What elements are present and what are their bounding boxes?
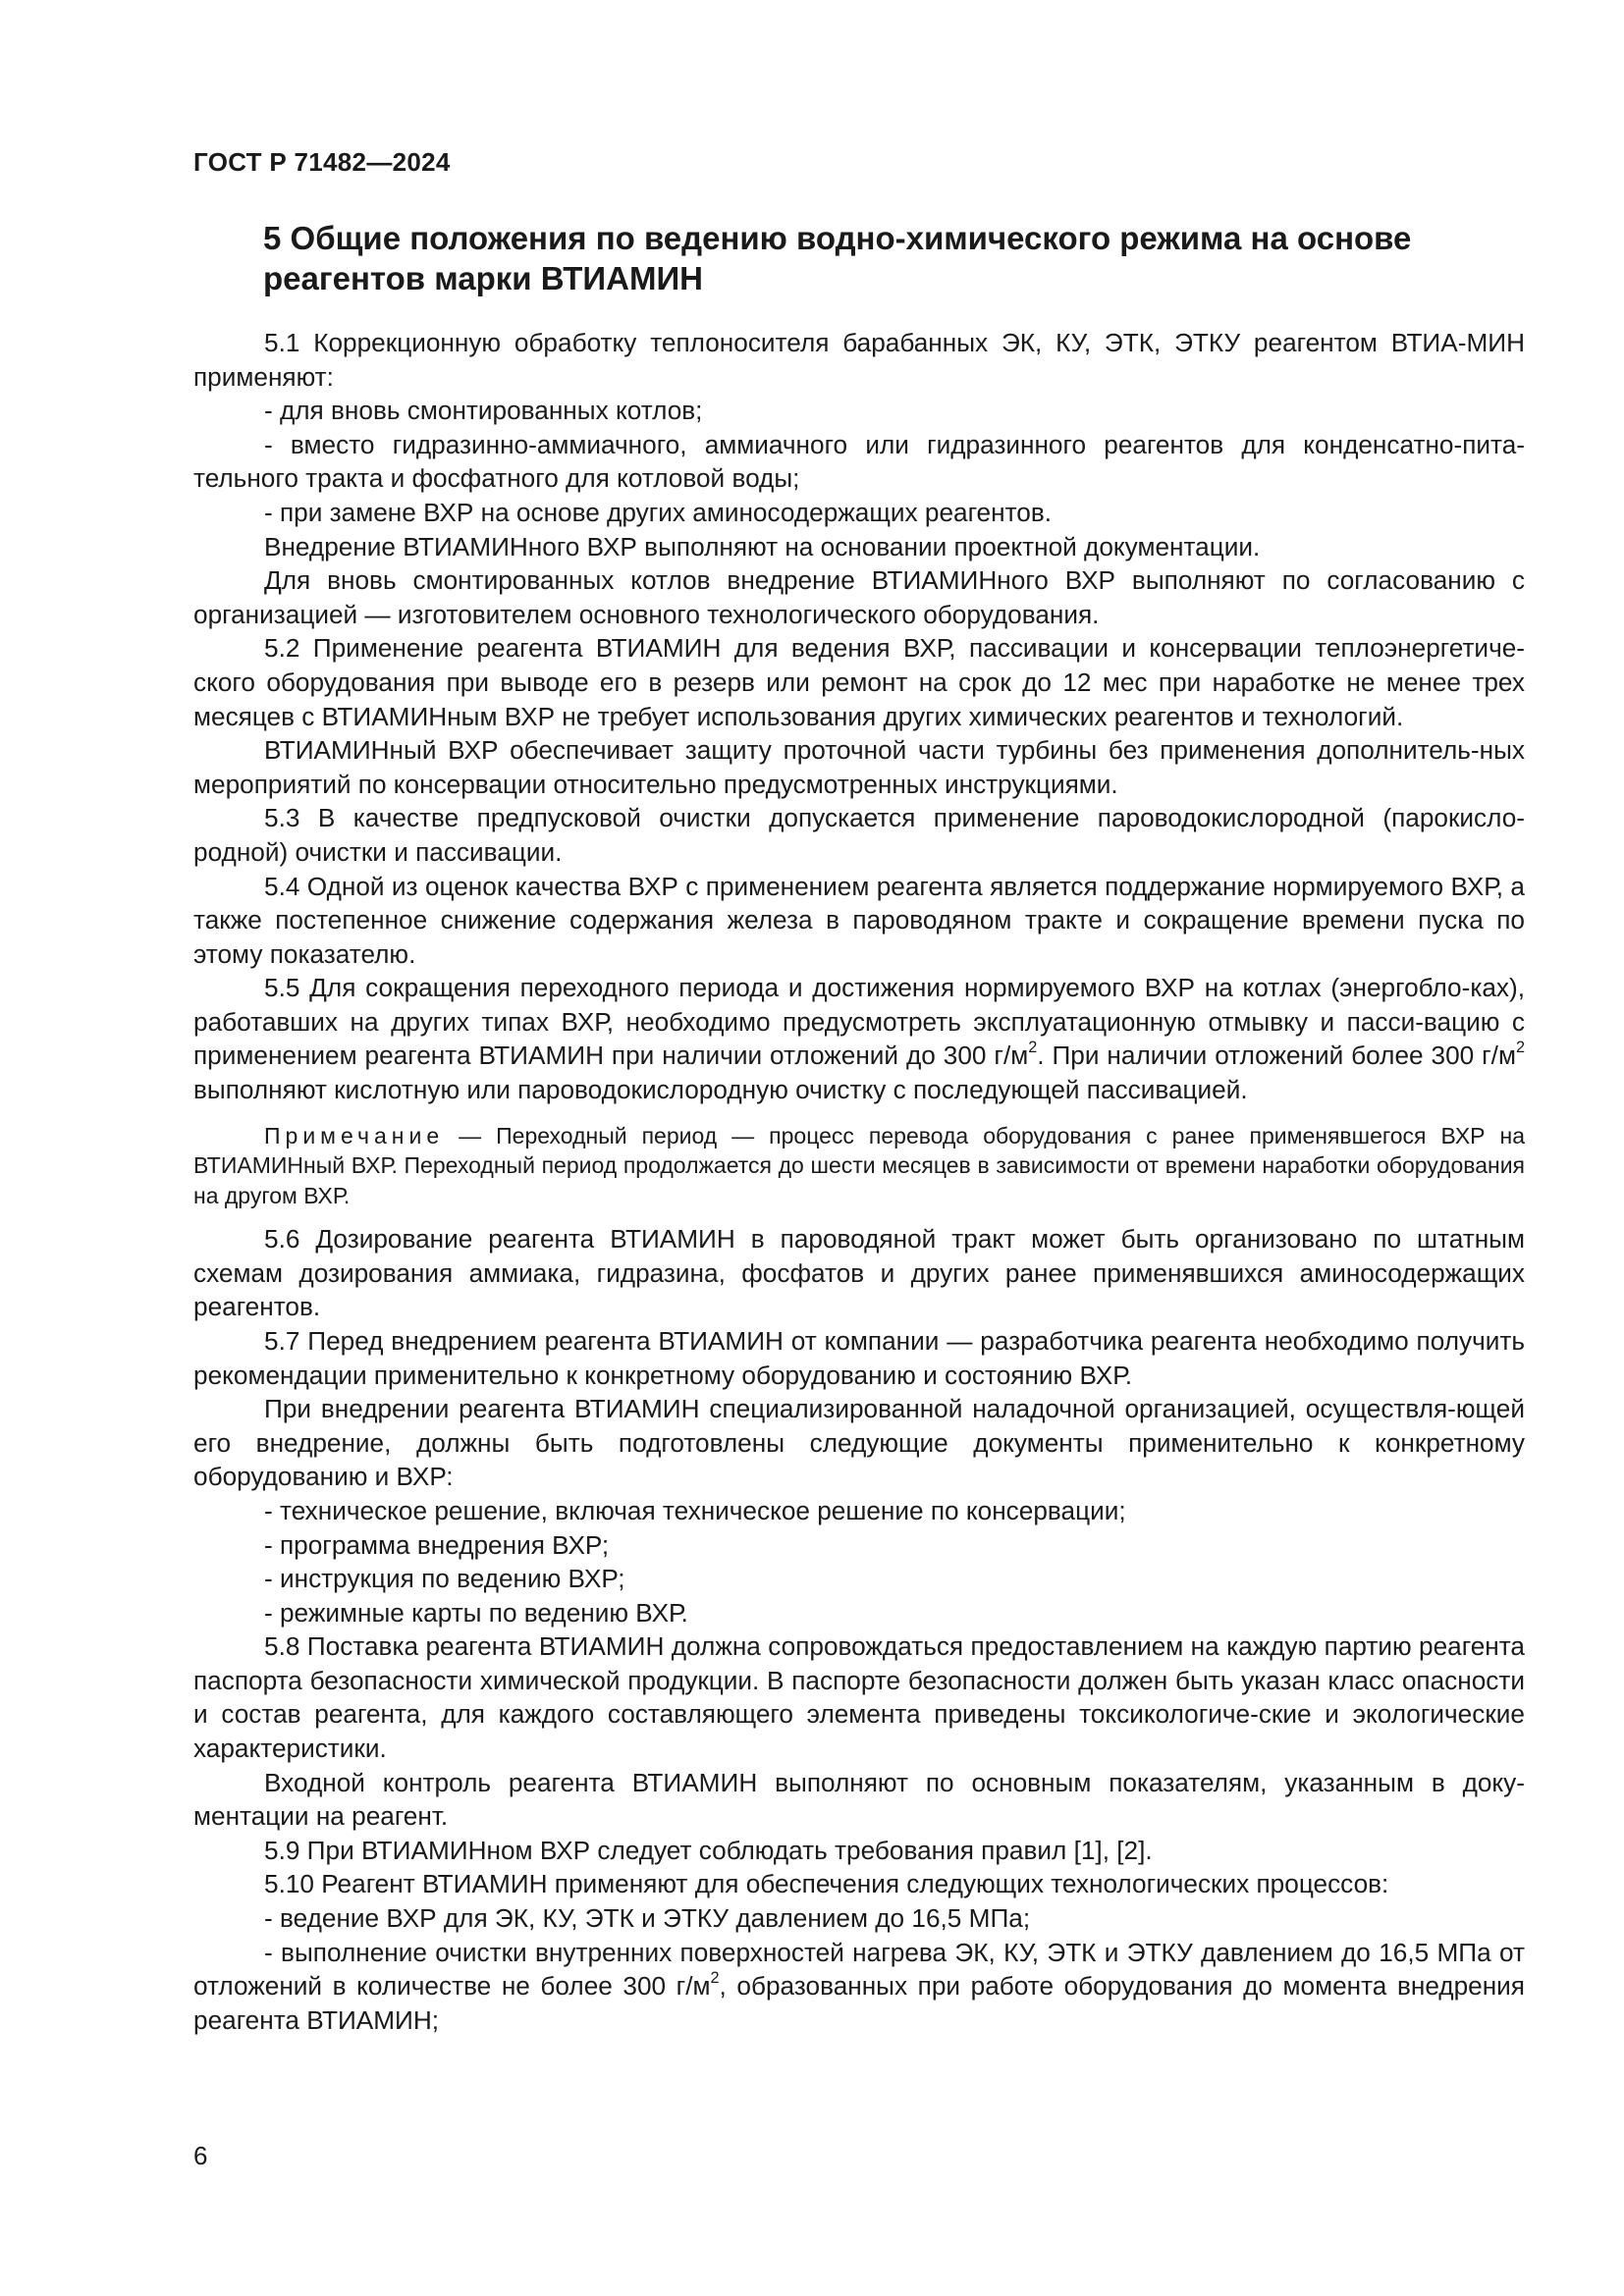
paragraph-5-5-part-2: . При наличии отложений более 300 г/м [1037,1041,1516,1071]
section-title-line-1: 5 Общие положения по ведению водно-химического режима на основе [263,220,1412,256]
paragraph: При внедрении реагента ВТИАМИН специализированной наладочной организацией, осуществля-ющей его внедрение, должны быть подготовлены следующие документы применительно к конкретному оборудованию и ВХР: [193,1394,1525,1492]
list-item: - вместо гидразинно-аммиачного, аммиачного или гидразинного реагентов для конденсатно-пита-тельного тракта и фосфатного для котловой воды; [193,429,1525,494]
note [193,1121,1525,1211]
section-title [263,218,1540,298]
document-body [193,326,1525,2037]
list-item-part-1: - выполнение очистки внутренних поверхностей нагрева ЭК, КУ, ЭТК и ЭТКУ давлением до 16,5 МПа от отложений в количестве не более 300 г/м [193,1937,1525,2002]
section-title-line-2: реагентов марки ВТИАМИН [263,260,704,296]
paragraph-5-10: 5.10 Реагент ВТИАМИН применяют для обеспечения следующих технологических процессов: [264,1869,1389,1899]
paragraph: Внедрение ВТИАМИНного ВХР выполняют на основании проектной документации. [264,531,1261,561]
superscript: 2 [1028,1039,1038,1057]
list-item: - инструкция по ведению ВХР; [264,1564,625,1594]
page-number: 6 [193,2141,208,2170]
paragraph: Для вновь смонтированных котлов внедрение ВТИАМИНного ВХР выполняют по согласованию с организацией — изготовителем основного технологического оборудования. [193,565,1525,629]
paragraph-5-5 [193,971,1525,1106]
superscript: 2 [1515,1039,1525,1057]
paragraph-5-3: 5.3 В качестве предпусковой очистки допускается применение пароводокислородной (парокисло-родной) очистки и пассивации. [193,803,1525,867]
list-item: - техническое решение, включая техническое решение по консервации; [264,1495,1126,1525]
list-item: - программа внедрения ВХР; [264,1529,610,1560]
list-item: - для вновь смонтированных котлов; [264,396,703,426]
list-item [193,1936,1525,2038]
paragraph: Входной контроль реагента ВТИАМИН выполняют по основным показателям, указанным в доку-ментации на реагент. [193,1767,1525,1832]
note-label: Примечание [264,1122,445,1148]
paragraph: ВТИАМИНный ВХР обеспечивает защиту проточной части турбины без применения дополнитель-ных мероприятий по консервации относительно предусмотренных инструкциями. [193,735,1525,799]
paragraph-5-5-part-3: выполняют кислотную или пароводокислородную очистку с последующей пассивацией. [193,1075,1248,1105]
paragraph-5-8: 5.8 Поставка реагента ВТИАМИН должна сопровождаться предоставлением на каждую партию реагента паспорта безопасности химической продукции. В паспорте безопасности должен быть указан класс опасности и состав реагента, для каждого составляющего элемента приведены токсикологиче-ские и экологические характеристики. [193,1631,1525,1764]
superscript: 2 [710,1969,720,1988]
paragraph-5-5-part-1: 5.5 Для сокращения переходного периода и достижения нормируемого ВХР на котлах (энергобло-ках), работавших на других типах ВХР, необходимо предусмотреть эксплуатационную отмывку и пасси-вацию с применением реагента ВТИАМИН при наличии отложений до 300 г/м [193,973,1525,1071]
document-header: ГОСТ Р 71482—2024 [193,147,451,177]
list-item-part-2: , образованных при работе оборудования до момента внедрения реагента ВТИАМИН; [193,1971,1525,2035]
paragraph-5-4: 5.4 Одной из оценок качества ВХР с применением реагента является поддержание нормируемого ВХР, а также постепенное снижение содержания железа в пароводяном тракте и сокращение времени пуска по этому показателю. [193,871,1525,969]
list-item: - режимные карты по ведению ВХР. [264,1597,688,1628]
paragraph-5-7: 5.7 Перед внедрением реагента ВТИАМИН от компании — разработчика реагента необходимо получить рекомендации применительно к конкретному оборудованию и состоянию ВХР. [193,1325,1525,1390]
paragraph-5-9: 5.9 При ВТИАМИНном ВХР следует соблюдать требования правил [1], [2]. [264,1835,1153,1865]
paragraph-5-6: 5.6 Дозирование реагента ВТИАМИН в пароводяной тракт может быть организовано по штатным схемам дозирования аммиака, гидразина, фосфатов и других ранее применявшихся аминосодержащих реагентов. [193,1224,1525,1322]
list-item: - при замене ВХР на основе других аминосодержащих реагентов. [264,497,1053,527]
list-item: - ведение ВХР для ЭК, КУ, ЭТК и ЭТКУ давлением до 16,5 МПа; [264,1903,1031,1934]
note-text: — Переходный период — процесс перевода оборудования с ранее применявшегося ВХР на ВТИАМИНный ВХР. Переходный период продолжается до шести месяцев в зависимости от времени наработки оборудования на другом ВХР. [193,1122,1525,1208]
paragraph-5-2: 5.2 Применение реагента ВТИАМИН для ведения ВХР, пассивации и консервации теплоэнергетиче-ского оборудования при выводе его в резерв или ремонт на срок до 12 мес при наработке не менее трех месяцев с ВТИАМИНным ВХР не требует использования других химических реагентов и технологий. [193,633,1525,731]
paragraph-5-1: 5.1 Коррекционную обработку теплоносителя барабанных ЭК, КУ, ЭТК, ЭТКУ реагентом ВТИА-МИН применяют: [193,328,1525,392]
